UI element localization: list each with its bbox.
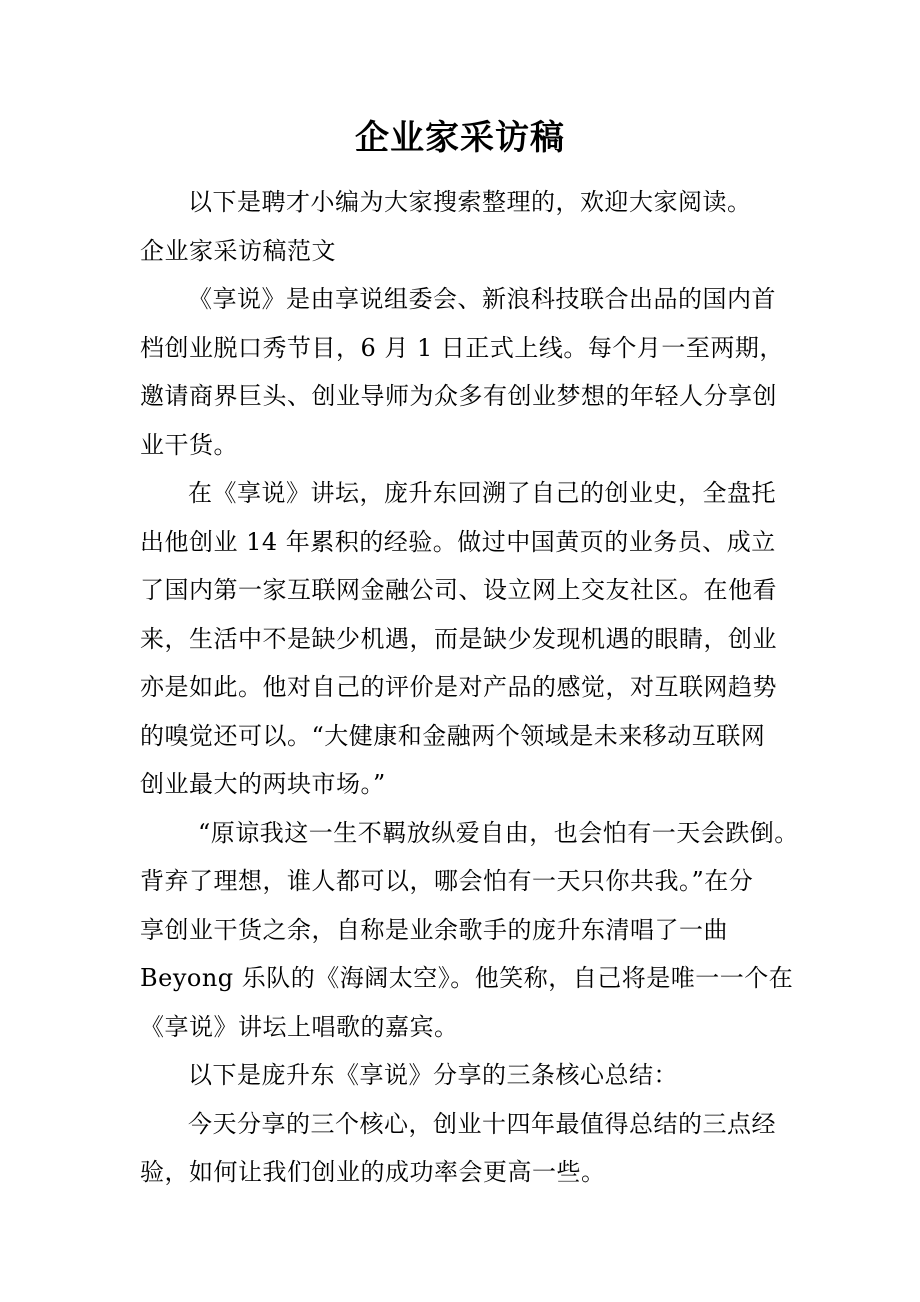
subtitle-line: 企业家采访稿范文 xyxy=(140,236,336,265)
paragraph-1-line-4: 业干货。 xyxy=(140,430,238,459)
paragraph-2-line-2: 出他创业 14 年累积的经验。做过中国黄页的业务员、成立 xyxy=(140,527,776,556)
paragraph-5-line-2: 验，如何让我们创业的成功率会更高一些。 xyxy=(140,1158,606,1186)
paragraph-5-line-1: 今天分享的三个核心，创业十四年最值得总结的三点经 xyxy=(188,1109,776,1138)
paragraph-2-line-6: 的嗅觉还可以。“大健康和金融两个领域是未来移动互联网 xyxy=(140,721,766,750)
paragraph-2-line-5: 亦是如此。他对自己的评价是对产品的感觉，对互联网趋势 xyxy=(140,673,777,701)
document-title: 企业家采访稿 xyxy=(355,118,565,158)
paragraph-3-line-5: 《享说》讲坛上唱歌的嘉宾。 xyxy=(140,1012,459,1041)
paragraph-3-line-1: “原谅我这一生不羁放纵爱自由，也会怕有一天会跌倒。 xyxy=(198,818,799,847)
paragraph-3-line-4: Beyong 乐队的《海阔太空》。他笑称，自己将是唯一一个在 xyxy=(140,964,794,992)
paragraph-2-line-3: 了国内第一家互联网金融公司、设立网上交友社区。在他看 xyxy=(140,576,777,604)
paragraph-1-line-2: 档创业脱口秀节目，6 月 1 日正式上线。每个月一至两期， xyxy=(140,333,784,362)
paragraph-3-line-2: 背弃了理想，谁人都可以，哪会怕有一天只你共我。”在分 xyxy=(140,867,754,895)
paragraph-1-line-1: 《享说》是由享说组委会、新浪科技联合出品的国内首 xyxy=(188,285,776,313)
document-body xyxy=(140,178,799,1197)
paragraph-3-line-3: 享创业干货之余，自称是业余歌手的庞升东清唱了一曲 xyxy=(140,915,728,944)
paragraph-2-line-7: 创业最大的两块市场。” xyxy=(140,770,386,798)
paragraph-4-line-1: 以下是庞升东《享说》分享的三条核心总结： xyxy=(188,1061,678,1089)
intro-line: 以下是聘才小编为大家搜索整理的，欢迎大家阅读。 xyxy=(188,188,752,216)
paragraph-2-line-1: 在《享说》讲坛，庞升东回溯了自己的创业史，全盘托 xyxy=(188,479,776,507)
paragraph-1-line-3: 邀请商界巨头、创业导师为众多有创业梦想的年轻人分享创 xyxy=(140,382,777,410)
paragraph-2-line-4: 来，生活中不是缺少机遇，而是缺少发现机遇的眼睛，创业 xyxy=(140,624,777,653)
